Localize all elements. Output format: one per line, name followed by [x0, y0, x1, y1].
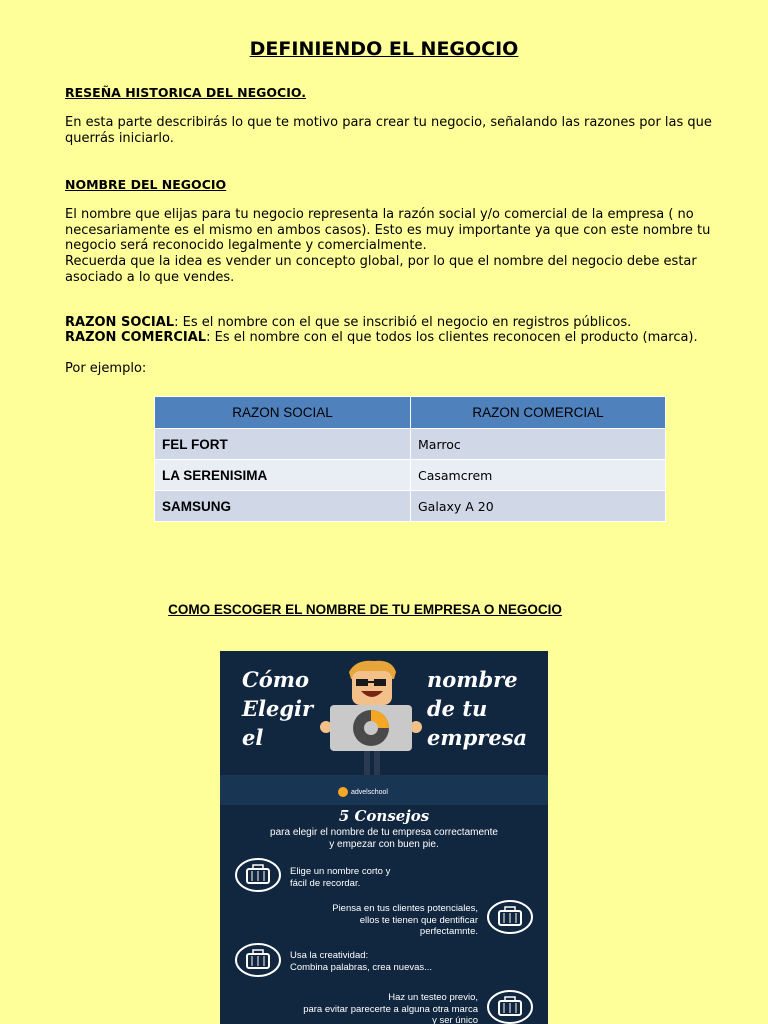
choose-name-heading: COMO ESCOGER EL NOMBRE DE TU EMPRESA O NEGOCIO — [168, 602, 562, 617]
table-header-row — [155, 397, 666, 429]
tip-1 — [290, 866, 390, 889]
definition-razon-comercial — [65, 330, 715, 346]
title-line: de tu — [427, 696, 488, 721]
infographic — [220, 651, 548, 1024]
term-razon-social: RAZON SOCIAL — [65, 315, 175, 330]
tip-line: y ser único — [432, 1015, 478, 1024]
tip-line: perfectamnte. — [419, 926, 478, 937]
brands-table — [154, 396, 666, 522]
table-row — [155, 460, 666, 491]
tip-2 — [332, 903, 478, 938]
term-razon-comercial: RAZON COMERCIAL — [65, 330, 207, 345]
example-label: Por ejemplo: — [65, 361, 147, 376]
business-name-text-2: Recuerda que la idea es vender un concepto global, por lo que el nombre del negocio debe estar asociado a lo que vendes. — [65, 254, 697, 285]
logo-icon — [338, 787, 348, 797]
tip-line: para evitar parecerte a alguna otra marca — [303, 1003, 478, 1015]
tip-line: Piensa en tus clientes potenciales, — [332, 903, 478, 914]
tip-line: Elige un nombre corto y — [290, 866, 391, 877]
history-heading: RESEÑA HISTORICA DEL NEGOCIO. — [65, 85, 306, 100]
table-cell-social: LA SERENISIMA — [155, 460, 411, 491]
table-cell-comercial: Marroc — [411, 429, 666, 460]
table-cell-social: SAMSUNG — [155, 491, 411, 522]
intro-line: y empezar con buen pie. — [329, 839, 439, 850]
title-line: empresa — [427, 725, 528, 750]
consejos-title: 5 Consejos — [338, 807, 430, 825]
intro-line: para elegir el nombre de tu empresa correctamente — [270, 827, 498, 838]
tip-line: fácil de recordar. — [290, 877, 361, 889]
briefcase-icon — [234, 942, 282, 978]
tip-line: Combina palabras, crea nuevas... — [290, 961, 433, 973]
business-name-text: El nombre que elijas para tu negocio representa la razón social y/o comercial de la empresa ( no necesariamente es el mismo en ambos casos). Esto es muy importante ya que con este nombre tu negocio será reconocido legalmente y comercialmente. — [65, 207, 711, 253]
title-line: Elegir — [242, 696, 314, 721]
text-razon-comercial: : Es el nombre con el que todos los clientes reconocen el producto (marca). — [206, 330, 698, 345]
tip-line: Usa la creatividad: — [290, 950, 369, 961]
history-text: En esta parte describirás lo que te motivo para crear tu negocio, señalando las razones por las que querrás iniciarlo. — [65, 115, 712, 146]
title-line: Cómo — [242, 667, 309, 692]
brand-logo — [338, 787, 388, 797]
business-name-heading: NOMBRE DEL NEGOCIO — [65, 177, 227, 192]
page-title: DEFINIENDO EL NEGOCIO — [249, 38, 519, 60]
brand-name: advelschool — [351, 788, 388, 796]
text-razon-social: : Es el nombre con el que se inscribió el negocio en registros públicos. — [174, 315, 632, 330]
table-row — [155, 429, 666, 460]
tip-line: Haz un testeo previo, — [388, 992, 478, 1003]
table-cell-comercial: Galaxy A 20 — [411, 491, 666, 522]
table-cell-social: FEL FORT — [155, 429, 411, 460]
tip-3 — [290, 950, 432, 973]
definition-razon-social — [65, 315, 715, 331]
businessman-illustration — [316, 657, 426, 783]
tip-4 — [303, 992, 478, 1024]
table-header-social: RAZON SOCIAL — [155, 397, 411, 429]
title-line: el — [242, 725, 264, 750]
briefcase-icon — [486, 989, 534, 1024]
table-header-comercial: RAZON COMERCIAL — [411, 397, 666, 429]
briefcase-icon — [486, 899, 534, 935]
tip-line: ellos te tienen que dentificar — [359, 914, 478, 926]
infographic-title-right — [427, 665, 527, 752]
title-line: nombre — [427, 667, 518, 692]
consejos-intro — [220, 827, 548, 851]
table-cell-comercial: Casamcrem — [411, 460, 666, 491]
briefcase-icon — [234, 857, 282, 893]
infographic-title-left — [242, 665, 313, 752]
table-row — [155, 491, 666, 522]
